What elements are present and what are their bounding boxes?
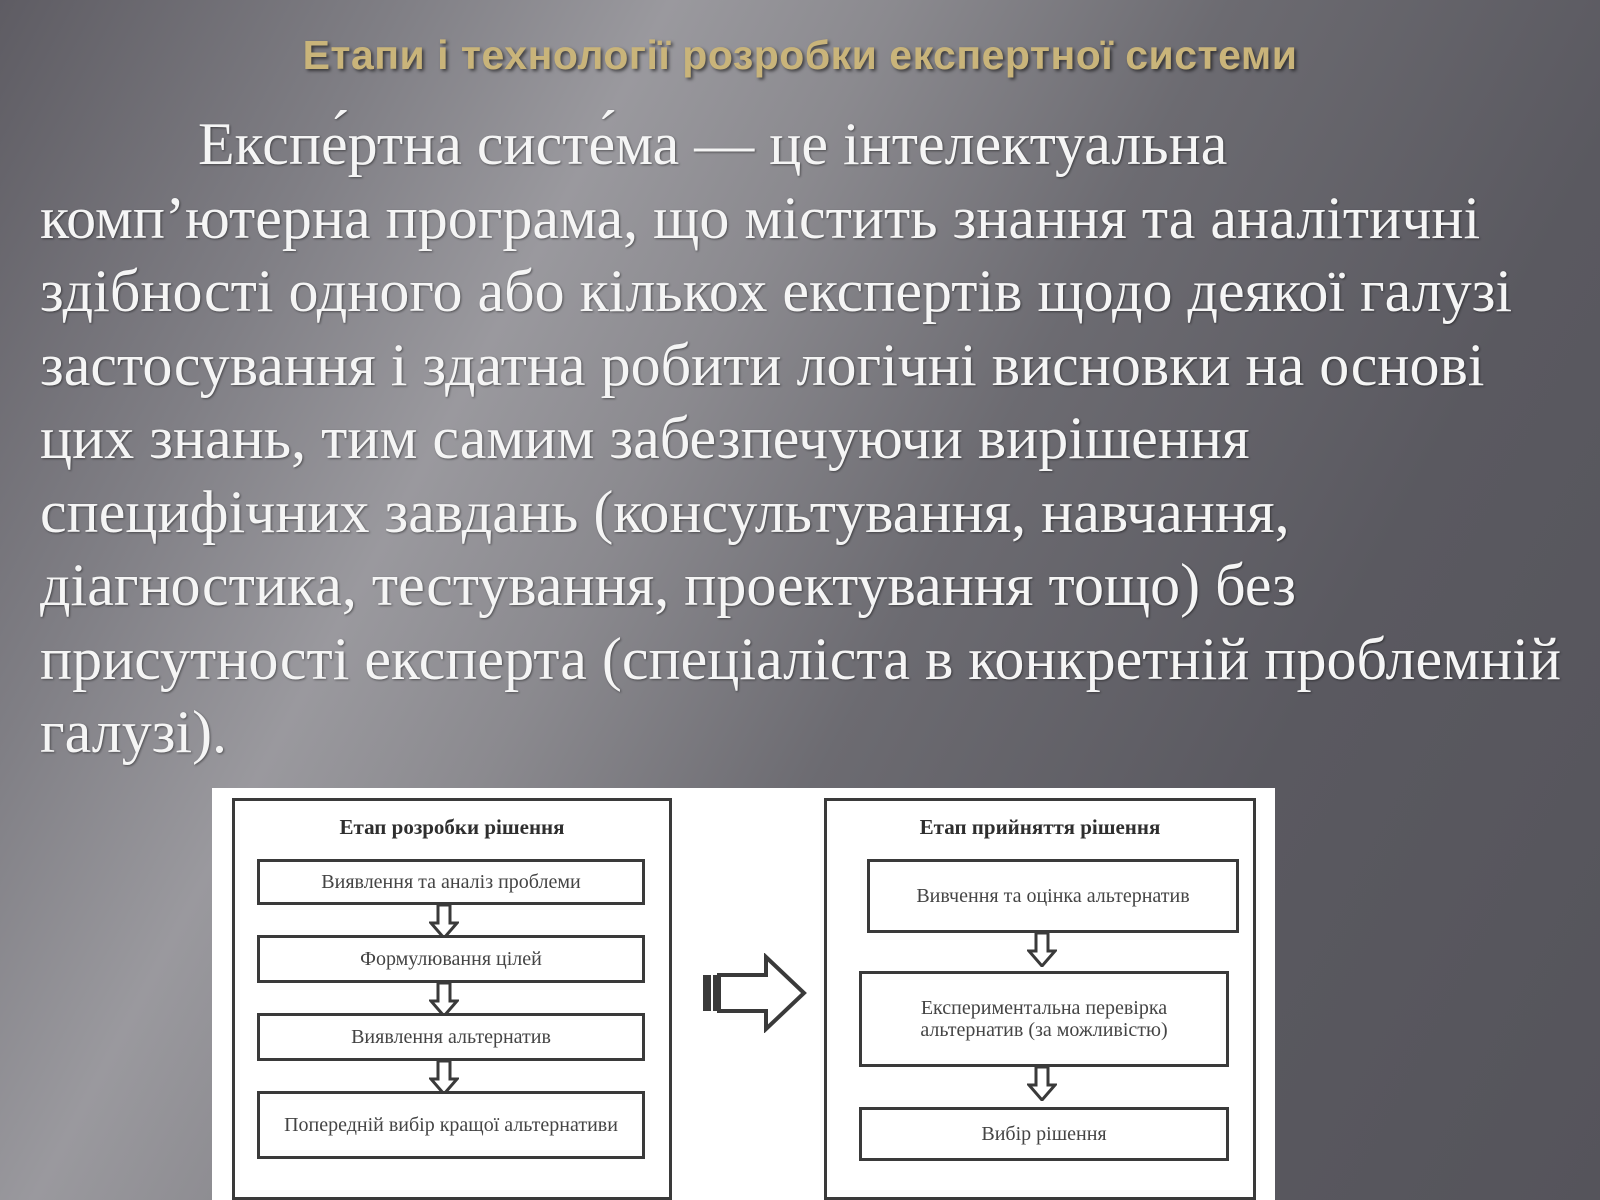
down-arrow-icon	[429, 983, 459, 1017]
development-stage-frame	[232, 798, 672, 1200]
down-arrow-icon	[1027, 1067, 1057, 1101]
down-arrow-icon	[429, 1061, 459, 1095]
decision-step-2: Експериментальна перевірка альтернатив (за можливістю)	[859, 971, 1229, 1067]
decision-stage-frame	[824, 798, 1256, 1200]
slide-title: Етапи і технології розробки експертної системи	[302, 32, 1298, 78]
development-step-1: Виявлення та аналіз проблеми	[257, 859, 645, 905]
decision-step-3: Вибір рішення	[859, 1107, 1229, 1161]
development-step-3: Виявлення альтернатив	[257, 1013, 645, 1061]
decision-step-1: Вивчення та оцінка альтернатив	[867, 859, 1239, 933]
development-step-2: Формулювання цілей	[257, 935, 645, 983]
decision-stages-diagram	[212, 788, 1275, 1200]
development-step-4: Попередній вибір кращої альтернативи	[257, 1091, 645, 1159]
down-arrow-icon	[429, 905, 459, 939]
decision-stage-title: Етап прийняття рішення	[919, 815, 1161, 839]
development-stage-title: Етап розробки рішення	[339, 815, 565, 839]
right-arrow-icon	[700, 953, 808, 1033]
slide-body-text: Експе́ртна систе́ма — це інтелектуальна комп’ютерна програма, що містить знання та аналітичні здібності одного або кількох експертів щодо деякої галузі застосування і здатна робити логічні висновки на основі цих знань, тим самим забезпечуючи вирішення специфічних завдань (консультування, навчання, діагностика, тестування, проектування тощо) без присутності експерта (спеціаліста в конкретній проблемній галузі).	[40, 111, 1561, 765]
down-arrow-icon	[1027, 933, 1057, 967]
